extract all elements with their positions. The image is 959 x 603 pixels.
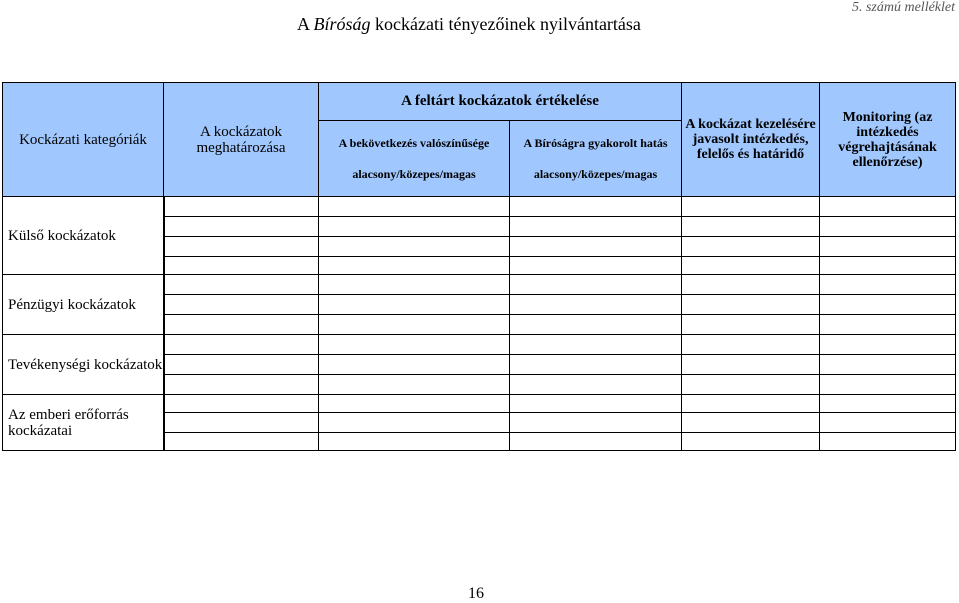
header-impact — [510, 121, 682, 197]
table-cell[interactable] — [820, 275, 956, 295]
table-cell[interactable] — [510, 315, 682, 335]
probability-scale: alacsony/közepes/magas — [352, 166, 476, 181]
table-cell[interactable] — [820, 217, 956, 237]
impact-scale: alacsony/közepes/magas — [533, 166, 658, 181]
table-cell[interactable] — [164, 413, 319, 433]
table-cell[interactable] — [682, 433, 820, 451]
table-cell[interactable] — [820, 237, 956, 257]
table-cell[interactable] — [682, 375, 820, 395]
table-cell[interactable] — [319, 217, 510, 237]
table-cell[interactable] — [164, 355, 319, 375]
table-cell[interactable] — [682, 295, 820, 315]
table-cell[interactable] — [820, 375, 956, 395]
table-cell[interactable] — [820, 257, 956, 275]
annex-label: 5. számú melléklet — [851, 0, 955, 15]
table-cell[interactable] — [319, 295, 510, 315]
table-cell[interactable] — [820, 355, 956, 375]
table-cell[interactable] — [510, 413, 682, 433]
table-cell[interactable] — [164, 395, 319, 413]
table-cell[interactable] — [510, 433, 682, 451]
table-cell[interactable] — [820, 413, 956, 433]
header-category: Kockázati kategóriák — [3, 83, 164, 197]
header-probability — [319, 121, 510, 197]
table-cell[interactable] — [682, 335, 820, 355]
table-cell[interactable] — [164, 335, 319, 355]
header-evaluation: A feltárt kockázatok értékelése — [319, 83, 682, 121]
table-cell[interactable] — [510, 217, 682, 237]
header-handling: A kockázat kezelésére javasolt intézkedés, felelős és határidő — [682, 83, 820, 197]
title-prefix: A — [297, 14, 314, 34]
table-cell[interactable] — [820, 395, 956, 413]
table-cell[interactable] — [820, 295, 956, 315]
table-cell[interactable] — [164, 197, 319, 217]
table-cell[interactable] — [164, 375, 319, 395]
table-cell[interactable] — [164, 275, 319, 295]
table-cell[interactable] — [164, 257, 319, 275]
table-cell[interactable] — [319, 275, 510, 295]
table-cell[interactable] — [510, 237, 682, 257]
table-cell[interactable] — [319, 355, 510, 375]
table-cell[interactable] — [510, 395, 682, 413]
table-cell[interactable] — [820, 433, 956, 451]
probability-label: A bekövetkezés valószínűsége — [338, 135, 490, 150]
category-external: Külső kockázatok — [3, 197, 164, 275]
table-cell[interactable] — [682, 217, 820, 237]
table-cell[interactable] — [510, 375, 682, 395]
table-cell[interactable] — [682, 237, 820, 257]
category-human-resources: Az emberi erőforrás kockázatai — [3, 395, 164, 451]
table-cell[interactable] — [510, 295, 682, 315]
table-cell[interactable] — [319, 335, 510, 355]
table-cell[interactable] — [682, 197, 820, 217]
table-cell[interactable] — [820, 197, 956, 217]
table-cell[interactable] — [682, 257, 820, 275]
impact-label: A Bíróságra gyakorolt hatás — [523, 135, 668, 150]
category-operational: Tevékenységi kockázatok — [3, 335, 164, 395]
table-cell[interactable] — [319, 237, 510, 257]
table-cell[interactable] — [164, 295, 319, 315]
table-cell[interactable] — [682, 275, 820, 295]
title-rest: kockázati tényezőinek nyilvántartása — [370, 14, 641, 34]
table-cell[interactable] — [164, 433, 319, 451]
table-cell[interactable] — [682, 315, 820, 335]
table-cell[interactable] — [319, 197, 510, 217]
table-cell[interactable] — [319, 413, 510, 433]
table-cell[interactable] — [164, 315, 319, 335]
table-cell[interactable] — [319, 395, 510, 413]
table-cell[interactable] — [510, 275, 682, 295]
table-cell[interactable] — [510, 257, 682, 275]
header-monitoring: Monitoring (az intézkedés végrehajtásának ellenőrzése) — [820, 83, 956, 197]
table-cell[interactable] — [319, 433, 510, 451]
table-cell[interactable] — [820, 315, 956, 335]
category-financial: Pénzügyi kockázatok — [3, 275, 164, 335]
page-title — [297, 14, 641, 35]
table-cell[interactable] — [164, 217, 319, 237]
table-cell[interactable] — [510, 355, 682, 375]
page-number: 16 — [468, 585, 484, 602]
title-italic: Bíróság — [313, 14, 371, 34]
header-definition: A kockázatok meghatározása — [164, 83, 319, 197]
table-cell[interactable] — [319, 257, 510, 275]
table-cell[interactable] — [682, 355, 820, 375]
risk-register-table — [2, 82, 956, 451]
table-cell[interactable] — [164, 237, 319, 257]
table-cell[interactable] — [820, 335, 956, 355]
table-cell[interactable] — [319, 375, 510, 395]
table-cell[interactable] — [682, 413, 820, 433]
table-cell[interactable] — [682, 395, 820, 413]
table-cell[interactable] — [510, 197, 682, 217]
table-cell[interactable] — [510, 335, 682, 355]
table-cell[interactable] — [319, 315, 510, 335]
